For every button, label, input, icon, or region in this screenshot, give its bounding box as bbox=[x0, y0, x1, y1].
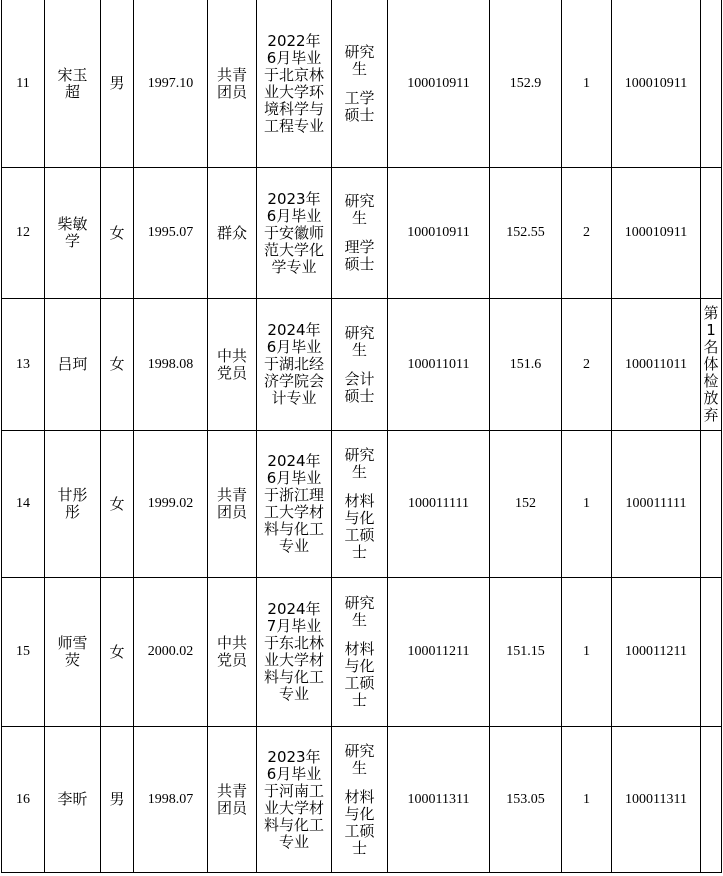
cell-rank: 1 bbox=[562, 0, 612, 168]
cell-exam-no: 100010911 bbox=[612, 168, 701, 299]
cell-score: 152 bbox=[490, 431, 562, 578]
cell-politics bbox=[208, 299, 257, 431]
cell-graduation bbox=[257, 578, 332, 727]
cell-gender: 男 bbox=[101, 0, 134, 168]
name-text: 李昕 bbox=[57, 790, 88, 808]
cell-exam-no: 100011111 bbox=[612, 431, 701, 578]
cell-name bbox=[45, 168, 101, 299]
cell-exam-no: 100010911 bbox=[612, 0, 701, 168]
cell-position-code: 100010911 bbox=[388, 0, 490, 168]
cell-graduation bbox=[257, 168, 332, 299]
cell-rank: 2 bbox=[562, 299, 612, 431]
cell-note bbox=[701, 431, 722, 578]
cell-politics bbox=[208, 168, 257, 299]
graduation-text: 2022年6月毕业于北京林业大学环境科学与工程专业 bbox=[263, 31, 324, 135]
candidate-table bbox=[1, 0, 722, 873]
cell-education-degree bbox=[332, 168, 388, 299]
cell-graduation bbox=[257, 0, 332, 168]
cell-position-code: 100011311 bbox=[388, 727, 490, 873]
cell-no: 13 bbox=[2, 299, 45, 431]
education-text: 研究生 bbox=[344, 323, 375, 359]
cell-note bbox=[701, 299, 722, 431]
cell-birth: 1998.07 bbox=[134, 727, 208, 873]
degree-text: 理学硕士 bbox=[344, 238, 375, 273]
cell-position-code: 100011011 bbox=[388, 299, 490, 431]
name-text: 甘彤彤 bbox=[57, 486, 88, 521]
education-text: 研究生 bbox=[344, 594, 375, 629]
graduation-text: 2024年6月毕业于湖北经济学院会计专业 bbox=[263, 321, 324, 407]
cell-education-degree bbox=[332, 727, 388, 873]
graduation-text: 2024年6月毕业于浙江理工大学材料与化工专业 bbox=[263, 452, 324, 555]
cell-birth: 1995.07 bbox=[134, 168, 208, 299]
degree-text: 材料与化工硕士 bbox=[344, 640, 375, 709]
name-text: 宋玉超 bbox=[57, 65, 88, 101]
name-text: 吕珂 bbox=[57, 355, 88, 373]
cell-exam-no: 100011211 bbox=[612, 578, 701, 727]
politics-text: 共青团员 bbox=[216, 65, 247, 101]
cell-politics bbox=[208, 727, 257, 873]
cell-no: 16 bbox=[2, 727, 45, 873]
cell-note bbox=[701, 578, 722, 727]
graduation-text: 2023年6月毕业于安徽师范大学化学专业 bbox=[263, 189, 324, 276]
cell-position-code: 100011211 bbox=[388, 578, 490, 727]
cell-note bbox=[701, 727, 722, 873]
degree-text: 材料与化工硕士 bbox=[344, 492, 375, 561]
table-body bbox=[2, 0, 722, 873]
table-row bbox=[2, 0, 722, 168]
politics-text: 群众 bbox=[216, 223, 247, 242]
cell-politics bbox=[208, 578, 257, 727]
cell-note bbox=[701, 168, 722, 299]
note-text: 第1名体检放弃 bbox=[703, 304, 719, 424]
politics-text: 中共党员 bbox=[216, 346, 247, 382]
cell-birth: 1997.10 bbox=[134, 0, 208, 168]
cell-rank: 1 bbox=[562, 431, 612, 578]
cell-birth: 2000.02 bbox=[134, 578, 208, 727]
education-text: 研究生 bbox=[344, 741, 375, 777]
cell-graduation bbox=[257, 727, 332, 873]
table-row bbox=[2, 168, 722, 299]
table-row bbox=[2, 578, 722, 727]
name-text: 柴敏学 bbox=[57, 215, 88, 250]
degree-text: 工学硕士 bbox=[344, 88, 375, 124]
cell-name bbox=[45, 299, 101, 431]
education-text: 研究生 bbox=[344, 42, 375, 78]
name-text: 师雪荧 bbox=[57, 634, 88, 669]
cell-gender: 女 bbox=[101, 431, 134, 578]
cell-no: 12 bbox=[2, 168, 45, 299]
cell-gender: 女 bbox=[101, 168, 134, 299]
cell-birth: 1999.02 bbox=[134, 431, 208, 578]
politics-text: 中共党员 bbox=[216, 634, 247, 669]
cell-exam-no: 100011311 bbox=[612, 727, 701, 873]
cell-rank: 1 bbox=[562, 727, 612, 873]
degree-text: 会计硕士 bbox=[344, 369, 375, 405]
cell-note bbox=[701, 0, 722, 168]
cell-position-code: 100011111 bbox=[388, 431, 490, 578]
cell-politics bbox=[208, 431, 257, 578]
cell-no: 11 bbox=[2, 0, 45, 168]
graduation-text: 2024年7月毕业于东北林业大学材料与化工专业 bbox=[263, 600, 324, 703]
cell-score: 152.55 bbox=[490, 168, 562, 299]
cell-score: 151.15 bbox=[490, 578, 562, 727]
cell-rank: 2 bbox=[562, 168, 612, 299]
cell-gender: 男 bbox=[101, 727, 134, 873]
cell-score: 151.6 bbox=[490, 299, 562, 431]
cell-graduation bbox=[257, 431, 332, 578]
table-row bbox=[2, 431, 722, 578]
cell-politics bbox=[208, 0, 257, 168]
education-text: 研究生 bbox=[344, 446, 375, 481]
cell-score: 153.05 bbox=[490, 727, 562, 873]
cell-name bbox=[45, 578, 101, 727]
cell-no: 15 bbox=[2, 578, 45, 727]
cell-no: 14 bbox=[2, 431, 45, 578]
degree-text: 材料与化工硕士 bbox=[344, 787, 375, 857]
cell-position-code: 100010911 bbox=[388, 168, 490, 299]
cell-gender: 女 bbox=[101, 299, 134, 431]
cell-education-degree bbox=[332, 578, 388, 727]
cell-gender: 女 bbox=[101, 578, 134, 727]
cell-name bbox=[45, 431, 101, 578]
cell-education-degree bbox=[332, 299, 388, 431]
politics-text: 共青团员 bbox=[216, 781, 247, 817]
cell-score: 152.9 bbox=[490, 0, 562, 168]
cell-education-degree bbox=[332, 431, 388, 578]
table-row bbox=[2, 727, 722, 873]
cell-name bbox=[45, 0, 101, 168]
table-row bbox=[2, 299, 722, 431]
education-text: 研究生 bbox=[344, 192, 375, 227]
cell-exam-no: 100011011 bbox=[612, 299, 701, 431]
cell-birth: 1998.08 bbox=[134, 299, 208, 431]
cell-rank: 1 bbox=[562, 578, 612, 727]
cell-name bbox=[45, 727, 101, 873]
politics-text: 共青团员 bbox=[216, 486, 247, 521]
cell-graduation bbox=[257, 299, 332, 431]
graduation-text: 2023年6月毕业于河南工业大学材料与化工专业 bbox=[263, 747, 324, 851]
cell-education-degree bbox=[332, 0, 388, 168]
